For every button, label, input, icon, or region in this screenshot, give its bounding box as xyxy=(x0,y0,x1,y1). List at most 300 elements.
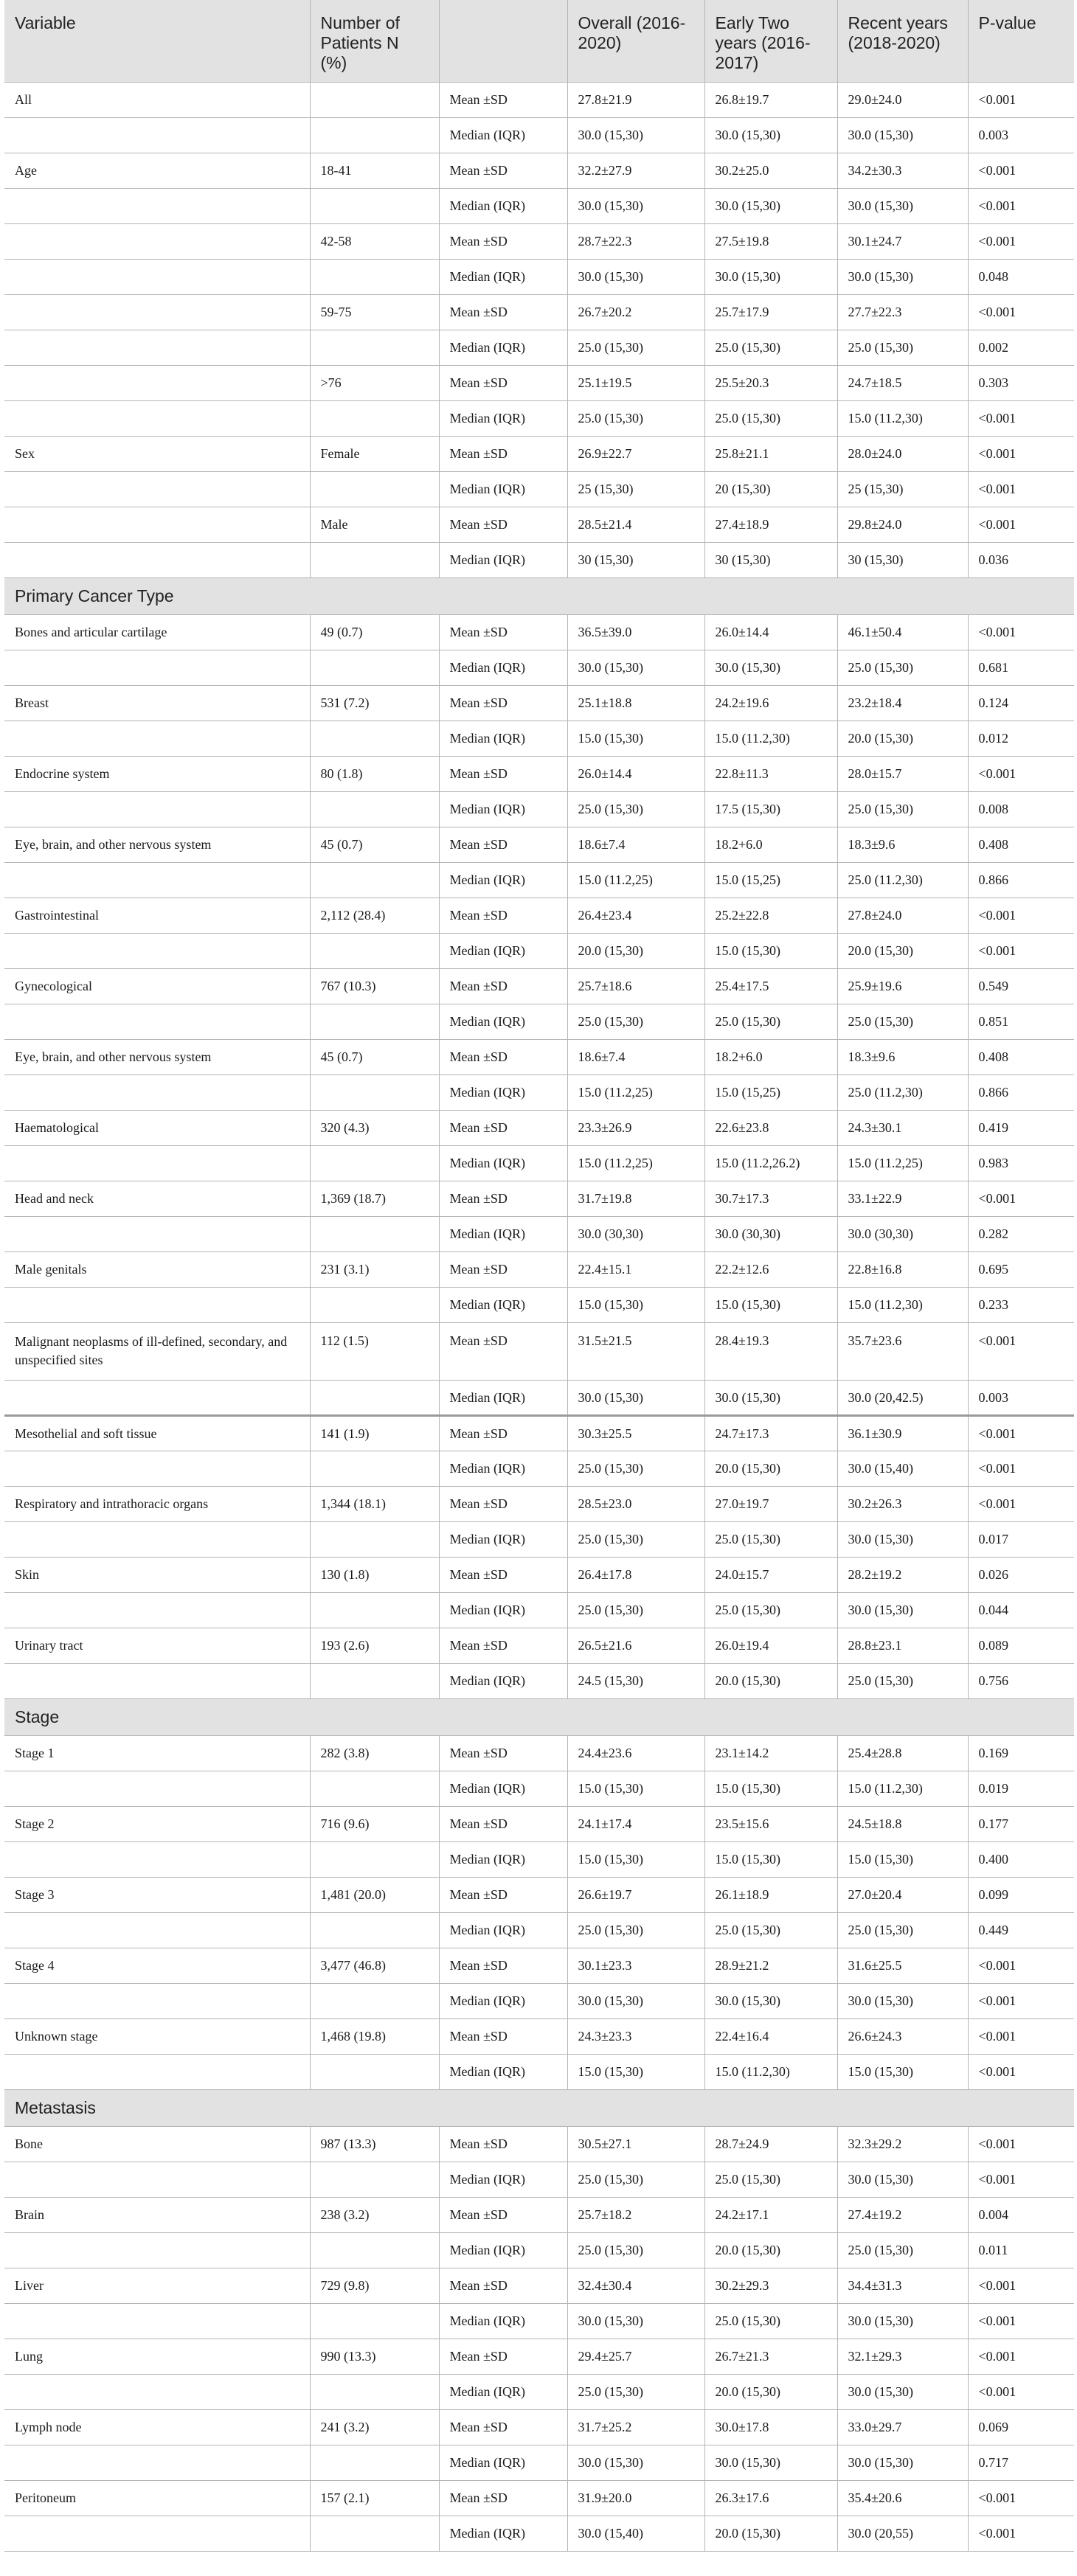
overall-cell: 25.0 (15,30) xyxy=(567,2162,704,2197)
patients-cell xyxy=(310,650,439,685)
early-cell: 27.4±18.9 xyxy=(704,507,837,542)
overall-cell: 30.0 (30,30) xyxy=(567,1216,704,1251)
table-row xyxy=(4,2018,1074,2054)
overall-cell: 15.0 (15,30) xyxy=(567,721,704,756)
early-cell: 15.0 (15,25) xyxy=(704,862,837,898)
patients-cell xyxy=(310,400,439,436)
p-value-cell: 0.044 xyxy=(968,1592,1074,1628)
p-value-cell: <0.001 xyxy=(968,471,1074,507)
overall-cell: 30.1±23.3 xyxy=(567,1948,704,1983)
recent-cell: 33.1±22.9 xyxy=(837,1181,968,1216)
recent-cell: 31.6±25.5 xyxy=(837,1948,968,1983)
recent-cell: 26.6±24.3 xyxy=(837,2018,968,2054)
statistic-cell: Mean ±SD xyxy=(439,1110,567,1145)
statistic-cell: Mean ±SD xyxy=(439,1628,567,1663)
early-cell: 22.2±12.6 xyxy=(704,1251,837,1287)
table-row xyxy=(4,436,1074,471)
recent-cell: 25 (15,30) xyxy=(837,471,968,507)
statistic-cell: Mean ±SD xyxy=(439,2409,567,2445)
overall-cell: 30.0 (15,30) xyxy=(567,188,704,223)
overall-cell: 18.6±7.4 xyxy=(567,1039,704,1075)
patients-cell: 45 (0.7) xyxy=(310,1039,439,1075)
table-row xyxy=(4,400,1074,436)
table-row xyxy=(4,2339,1074,2374)
recent-cell: 15.0 (15,30) xyxy=(837,2054,968,2089)
recent-cell: 30.0 (15,30) xyxy=(837,1592,968,1628)
recent-cell: 30.0 (15,30) xyxy=(837,2445,968,2480)
variable-cell xyxy=(4,507,310,542)
recent-cell: 22.8±16.8 xyxy=(837,1251,968,1287)
recent-cell: 25.0 (15,30) xyxy=(837,650,968,685)
patients-cell xyxy=(310,82,439,117)
variable-cell xyxy=(4,1912,310,1948)
recent-cell: 15.0 (11.2,30) xyxy=(837,400,968,436)
p-value-cell: <0.001 xyxy=(968,188,1074,223)
variable-cell xyxy=(4,1287,310,1322)
p-value-cell: <0.001 xyxy=(968,1322,1074,1380)
overall-cell: 27.8±21.9 xyxy=(567,82,704,117)
p-value-cell: <0.001 xyxy=(968,2516,1074,2551)
table-row xyxy=(4,2054,1074,2089)
statistic-cell: Median (IQR) xyxy=(439,862,567,898)
variable-cell: Stage 3 xyxy=(4,1877,310,1912)
overall-cell: 26.0±14.4 xyxy=(567,756,704,791)
variable-cell xyxy=(4,2303,310,2339)
variable-cell: Endocrine system xyxy=(4,756,310,791)
early-cell: 26.3±17.6 xyxy=(704,2480,837,2516)
statistic-cell: Mean ±SD xyxy=(439,223,567,259)
patients-cell xyxy=(310,2162,439,2197)
p-value-cell: 0.011 xyxy=(968,2232,1074,2268)
overall-cell: 15.0 (15,30) xyxy=(567,1841,704,1877)
patients-cell: Male xyxy=(310,507,439,542)
early-cell: 30.2±25.0 xyxy=(704,153,837,188)
patients-cell: 1,481 (20.0) xyxy=(310,1877,439,1912)
p-value-cell: <0.001 xyxy=(968,2126,1074,2162)
table-row xyxy=(4,1110,1074,1145)
p-value-cell: 0.012 xyxy=(968,721,1074,756)
early-cell: 15.0 (15,30) xyxy=(704,1771,837,1806)
p-value-cell: 0.717 xyxy=(968,2445,1074,2480)
patients-cell: 282 (3.8) xyxy=(310,1735,439,1771)
statistic-cell: Median (IQR) xyxy=(439,1451,567,1486)
overall-cell: 30.0 (15,30) xyxy=(567,259,704,294)
early-cell: 17.5 (15,30) xyxy=(704,791,837,827)
recent-cell: 20.0 (15,30) xyxy=(837,933,968,968)
table-row xyxy=(4,1592,1074,1628)
overall-cell: 25.0 (15,30) xyxy=(567,1004,704,1039)
p-value-cell: <0.001 xyxy=(968,756,1074,791)
patients-cell xyxy=(310,862,439,898)
table-row xyxy=(4,1039,1074,1075)
variable-cell xyxy=(4,1145,310,1181)
patients-cell: 767 (10.3) xyxy=(310,968,439,1004)
recent-cell: 29.0±24.0 xyxy=(837,82,968,117)
statistic-cell: Mean ±SD xyxy=(439,436,567,471)
variable-cell xyxy=(4,2516,310,2551)
overall-cell: 25.1±19.5 xyxy=(567,365,704,400)
overall-cell: 28.5±23.0 xyxy=(567,1486,704,1521)
recent-cell: 25.9±19.6 xyxy=(837,968,968,1004)
p-value-cell: 0.866 xyxy=(968,862,1074,898)
recent-cell: 25.0 (15,30) xyxy=(837,791,968,827)
variable-cell: Age xyxy=(4,153,310,188)
early-cell: 30.0 (15,30) xyxy=(704,2445,837,2480)
overall-cell: 15.0 (15,30) xyxy=(567,2054,704,2089)
recent-cell: 46.1±50.4 xyxy=(837,614,968,650)
recent-cell: 30.2±26.3 xyxy=(837,1486,968,1521)
early-cell: 25.4±17.5 xyxy=(704,968,837,1004)
early-cell: 25.0 (15,30) xyxy=(704,1004,837,1039)
table-row xyxy=(4,791,1074,827)
early-cell: 25.7±17.9 xyxy=(704,294,837,330)
recent-cell: 30.0 (30,30) xyxy=(837,1216,968,1251)
statistic-cell: Median (IQR) xyxy=(439,2232,567,2268)
patients-cell: 1,369 (18.7) xyxy=(310,1181,439,1216)
table-row xyxy=(4,2162,1074,2197)
variable-cell xyxy=(4,933,310,968)
p-value-cell: <0.001 xyxy=(968,2374,1074,2409)
p-value-cell: <0.001 xyxy=(968,2339,1074,2374)
early-cell: 25.2±22.8 xyxy=(704,898,837,933)
patients-cell xyxy=(310,1145,439,1181)
overall-cell: 25.0 (15,30) xyxy=(567,400,704,436)
variable-cell: Breast xyxy=(4,685,310,721)
table-row xyxy=(4,1735,1074,1771)
variable-cell xyxy=(4,2445,310,2480)
statistic-cell: Mean ±SD xyxy=(439,1486,567,1521)
recent-cell: 18.3±9.6 xyxy=(837,1039,968,1075)
overall-cell: 30.0 (15,30) xyxy=(567,117,704,153)
variable-cell xyxy=(4,1592,310,1628)
header-overall: Overall (2016-2020) xyxy=(567,0,704,82)
recent-cell: 15.0 (11.2,25) xyxy=(837,1145,968,1181)
overall-cell: 24.3±23.3 xyxy=(567,2018,704,2054)
recent-cell: 24.7±18.5 xyxy=(837,365,968,400)
p-value-cell: <0.001 xyxy=(968,82,1074,117)
p-value-cell: 0.017 xyxy=(968,1521,1074,1557)
table-row xyxy=(4,117,1074,153)
variable-cell xyxy=(4,400,310,436)
table-row xyxy=(4,1912,1074,1948)
variable-cell xyxy=(4,330,310,365)
header-early: Early Two years (2016-2017) xyxy=(704,0,837,82)
p-value-cell: 0.003 xyxy=(968,1380,1074,1415)
patients-cell xyxy=(310,330,439,365)
table-row xyxy=(4,2268,1074,2303)
variable-cell: Stage 4 xyxy=(4,1948,310,1983)
table-row xyxy=(4,259,1074,294)
variable-cell xyxy=(4,294,310,330)
statistic-cell: Median (IQR) xyxy=(439,2162,567,2197)
p-value-cell: 0.419 xyxy=(968,1110,1074,1145)
p-value-cell: 0.003 xyxy=(968,117,1074,153)
table-row xyxy=(4,2516,1074,2551)
statistic-cell: Median (IQR) xyxy=(439,933,567,968)
statistic-cell: Median (IQR) xyxy=(439,1663,567,1698)
variable-cell: Mesothelial and soft tissue xyxy=(4,1415,310,1451)
patients-cell xyxy=(310,1841,439,1877)
table-row xyxy=(4,1486,1074,1521)
early-cell: 24.2±17.1 xyxy=(704,2197,837,2232)
early-cell: 26.1±18.9 xyxy=(704,1877,837,1912)
early-cell: 26.7±21.3 xyxy=(704,2339,837,2374)
overall-cell: 15.0 (11.2,25) xyxy=(567,1075,704,1110)
early-cell: 25.0 (15,30) xyxy=(704,1521,837,1557)
table-row xyxy=(4,223,1074,259)
patients-cell xyxy=(310,1451,439,1486)
table-row xyxy=(4,1806,1074,1841)
p-value-cell: <0.001 xyxy=(968,2162,1074,2197)
table-row xyxy=(4,2480,1074,2516)
recent-cell: 24.5±18.8 xyxy=(837,1806,968,1841)
statistic-cell: Median (IQR) xyxy=(439,1841,567,1877)
overall-cell: 26.6±19.7 xyxy=(567,1877,704,1912)
patients-cell xyxy=(310,721,439,756)
overall-cell: 26.9±22.7 xyxy=(567,436,704,471)
variable-cell xyxy=(4,1841,310,1877)
patients-cell xyxy=(310,1771,439,1806)
early-cell: 26.0±19.4 xyxy=(704,1628,837,1663)
table-row xyxy=(4,2126,1074,2162)
statistic-cell: Mean ±SD xyxy=(439,507,567,542)
table-row xyxy=(4,1287,1074,1322)
p-value-cell: <0.001 xyxy=(968,2268,1074,2303)
early-cell: 20 (15,30) xyxy=(704,471,837,507)
recent-cell: 27.4±19.2 xyxy=(837,2197,968,2232)
recent-cell: 30.0 (15,30) xyxy=(837,2162,968,2197)
variable-cell: Lung xyxy=(4,2339,310,2374)
recent-cell: 30.0 (15,30) xyxy=(837,117,968,153)
overall-cell: 23.3±26.9 xyxy=(567,1110,704,1145)
statistic-cell: Median (IQR) xyxy=(439,2303,567,2339)
variable-cell xyxy=(4,1075,310,1110)
patients-cell xyxy=(310,1287,439,1322)
recent-cell: 25.0 (15,30) xyxy=(837,2232,968,2268)
p-value-cell: 0.004 xyxy=(968,2197,1074,2232)
statistic-cell: Median (IQR) xyxy=(439,330,567,365)
table-row xyxy=(4,1181,1074,1216)
patients-cell: 729 (9.8) xyxy=(310,2268,439,2303)
recent-cell: 33.0±29.7 xyxy=(837,2409,968,2445)
table-row xyxy=(4,614,1074,650)
recent-cell: 28.0±15.7 xyxy=(837,756,968,791)
variable-cell: Brain xyxy=(4,2197,310,2232)
patients-cell: 49 (0.7) xyxy=(310,614,439,650)
table-row xyxy=(4,1663,1074,1698)
early-cell: 23.5±15.6 xyxy=(704,1806,837,1841)
overall-cell: 30.3±25.5 xyxy=(567,1415,704,1451)
variable-cell xyxy=(4,1216,310,1251)
table-row xyxy=(4,1251,1074,1287)
patients-cell: Female xyxy=(310,436,439,471)
section-header-row xyxy=(4,1698,1074,1735)
recent-cell: 30.0 (15,40) xyxy=(837,1451,968,1486)
overall-cell: 30.0 (15,30) xyxy=(567,2445,704,2480)
early-cell: 20.0 (15,30) xyxy=(704,2232,837,2268)
statistic-cell: Median (IQR) xyxy=(439,1287,567,1322)
statistic-cell: Mean ±SD xyxy=(439,153,567,188)
p-value-cell: <0.001 xyxy=(968,1181,1074,1216)
recent-cell: 23.2±18.4 xyxy=(837,685,968,721)
early-cell: 27.5±19.8 xyxy=(704,223,837,259)
p-value-cell: 0.851 xyxy=(968,1004,1074,1039)
patients-cell xyxy=(310,1216,439,1251)
p-value-cell: 0.069 xyxy=(968,2409,1074,2445)
overall-cell: 25.7±18.2 xyxy=(567,2197,704,2232)
statistic-cell: Median (IQR) xyxy=(439,1521,567,1557)
variable-cell: Bones and articular cartilage xyxy=(4,614,310,650)
overall-cell: 31.7±19.8 xyxy=(567,1181,704,1216)
patients-cell: 2,112 (28.4) xyxy=(310,898,439,933)
patients-cell: 157 (2.1) xyxy=(310,2480,439,2516)
early-cell: 26.8±19.7 xyxy=(704,82,837,117)
table-row xyxy=(4,827,1074,862)
p-value-cell: 0.177 xyxy=(968,1806,1074,1841)
early-cell: 20.0 (15,30) xyxy=(704,1451,837,1486)
table-row xyxy=(4,188,1074,223)
recent-cell: 30.1±24.7 xyxy=(837,223,968,259)
patients-cell: 45 (0.7) xyxy=(310,827,439,862)
recent-cell: 30.0 (20,42.5) xyxy=(837,1380,968,1415)
recent-cell: 30.0 (15,30) xyxy=(837,2303,968,2339)
table-row xyxy=(4,1628,1074,1663)
table-body xyxy=(4,82,1074,2551)
recent-cell: 15.0 (11.2,30) xyxy=(837,1287,968,1322)
variable-cell xyxy=(4,365,310,400)
recent-cell: 25.0 (11.2,30) xyxy=(837,1075,968,1110)
early-cell: 25.0 (15,30) xyxy=(704,330,837,365)
table-row xyxy=(4,2303,1074,2339)
early-cell: 20.0 (15,30) xyxy=(704,1663,837,1698)
early-cell: 20.0 (15,30) xyxy=(704,2516,837,2551)
overall-cell: 30.0 (15,30) xyxy=(567,2303,704,2339)
patients-cell xyxy=(310,1004,439,1039)
p-value-cell: 0.282 xyxy=(968,1216,1074,1251)
variable-cell: Lymph node xyxy=(4,2409,310,2445)
statistic-cell: Median (IQR) xyxy=(439,791,567,827)
variable-cell xyxy=(4,862,310,898)
table-row xyxy=(4,968,1074,1004)
table-row xyxy=(4,542,1074,577)
overall-cell: 15.0 (15,30) xyxy=(567,1287,704,1322)
p-value-cell: 0.048 xyxy=(968,259,1074,294)
variable-cell: Gynecological xyxy=(4,968,310,1004)
statistic-cell: Mean ±SD xyxy=(439,1735,567,1771)
statistic-cell: Mean ±SD xyxy=(439,82,567,117)
table-row xyxy=(4,1075,1074,1110)
variable-cell xyxy=(4,2232,310,2268)
overall-cell: 30.5±27.1 xyxy=(567,2126,704,2162)
variable-cell: Eye, brain, and other nervous system xyxy=(4,827,310,862)
variable-cell xyxy=(4,188,310,223)
p-value-cell: 0.019 xyxy=(968,1771,1074,1806)
early-cell: 24.7±17.3 xyxy=(704,1415,837,1451)
recent-cell: 30 (15,30) xyxy=(837,542,968,577)
overall-cell: 15.0 (15,30) xyxy=(567,1771,704,1806)
patients-cell: 241 (3.2) xyxy=(310,2409,439,2445)
patients-cell: 320 (4.3) xyxy=(310,1110,439,1145)
patients-cell xyxy=(310,1912,439,1948)
early-cell: 18.2+6.0 xyxy=(704,827,837,862)
table-row xyxy=(4,330,1074,365)
overall-cell: 25.0 (15,30) xyxy=(567,2374,704,2409)
table-row xyxy=(4,1948,1074,1983)
table-row xyxy=(4,2445,1074,2480)
overall-cell: 15.0 (11.2,25) xyxy=(567,1145,704,1181)
recent-cell: 30.0 (15,30) xyxy=(837,2374,968,2409)
recent-cell: 34.4±31.3 xyxy=(837,2268,968,2303)
early-cell: 22.6±23.8 xyxy=(704,1110,837,1145)
statistic-cell: Median (IQR) xyxy=(439,542,567,577)
p-value-cell: <0.001 xyxy=(968,2480,1074,2516)
p-value-cell: 0.002 xyxy=(968,330,1074,365)
variable-cell: Malignant neoplasms of ill-defined, secondary, and unspecified sites xyxy=(4,1322,310,1380)
patients-cell: 1,468 (19.8) xyxy=(310,2018,439,2054)
early-cell: 15.0 (11.2,30) xyxy=(704,2054,837,2089)
variable-cell: Sex xyxy=(4,436,310,471)
early-cell: 25.0 (15,30) xyxy=(704,400,837,436)
statistic-cell: Median (IQR) xyxy=(439,117,567,153)
section-header-row xyxy=(4,577,1074,614)
recent-cell: 25.0 (11.2,30) xyxy=(837,862,968,898)
patients-cell xyxy=(310,1380,439,1415)
variable-cell xyxy=(4,2374,310,2409)
variable-cell xyxy=(4,1663,310,1698)
table-row xyxy=(4,721,1074,756)
statistic-cell: Mean ±SD xyxy=(439,1806,567,1841)
variable-cell xyxy=(4,2162,310,2197)
p-value-cell: 0.026 xyxy=(968,1557,1074,1592)
overall-cell: 15.0 (11.2,25) xyxy=(567,862,704,898)
statistic-cell: Median (IQR) xyxy=(439,188,567,223)
p-value-cell: <0.001 xyxy=(968,1415,1074,1451)
statistic-cell: Median (IQR) xyxy=(439,2374,567,2409)
statistic-cell: Median (IQR) xyxy=(439,1216,567,1251)
early-cell: 15.0 (15,30) xyxy=(704,1841,837,1877)
patients-cell: 231 (3.1) xyxy=(310,1251,439,1287)
early-cell: 28.7±24.9 xyxy=(704,2126,837,2162)
p-value-cell: 0.681 xyxy=(968,650,1074,685)
overall-cell: 30.0 (15,30) xyxy=(567,1380,704,1415)
statistic-cell: Mean ±SD xyxy=(439,614,567,650)
p-value-cell: 0.408 xyxy=(968,827,1074,862)
variable-cell: All xyxy=(4,82,310,117)
recent-cell: 35.4±20.6 xyxy=(837,2480,968,2516)
p-value-cell: <0.001 xyxy=(968,2054,1074,2089)
header-recent: Recent years (2018-2020) xyxy=(837,0,968,82)
recent-cell: 30.0 (20,55) xyxy=(837,2516,968,2551)
table-row xyxy=(4,756,1074,791)
statistic-cell: Mean ±SD xyxy=(439,1251,567,1287)
overall-cell: 26.4±17.8 xyxy=(567,1557,704,1592)
overall-cell: 22.4±15.1 xyxy=(567,1251,704,1287)
statistic-cell: Mean ±SD xyxy=(439,898,567,933)
patients-cell xyxy=(310,1983,439,2018)
variable-cell: Stage 2 xyxy=(4,1806,310,1841)
patients-cell: 990 (13.3) xyxy=(310,2339,439,2374)
statistic-cell: Median (IQR) xyxy=(439,400,567,436)
statistic-cell: Mean ±SD xyxy=(439,756,567,791)
header-p-value: P-value xyxy=(968,0,1074,82)
overall-cell: 26.4±23.4 xyxy=(567,898,704,933)
variable-cell: Peritoneum xyxy=(4,2480,310,2516)
p-value-cell: 0.695 xyxy=(968,1251,1074,1287)
patients-cell xyxy=(310,933,439,968)
table-row xyxy=(4,2409,1074,2445)
early-cell: 30.7±17.3 xyxy=(704,1181,837,1216)
overall-cell: 24.1±17.4 xyxy=(567,1806,704,1841)
